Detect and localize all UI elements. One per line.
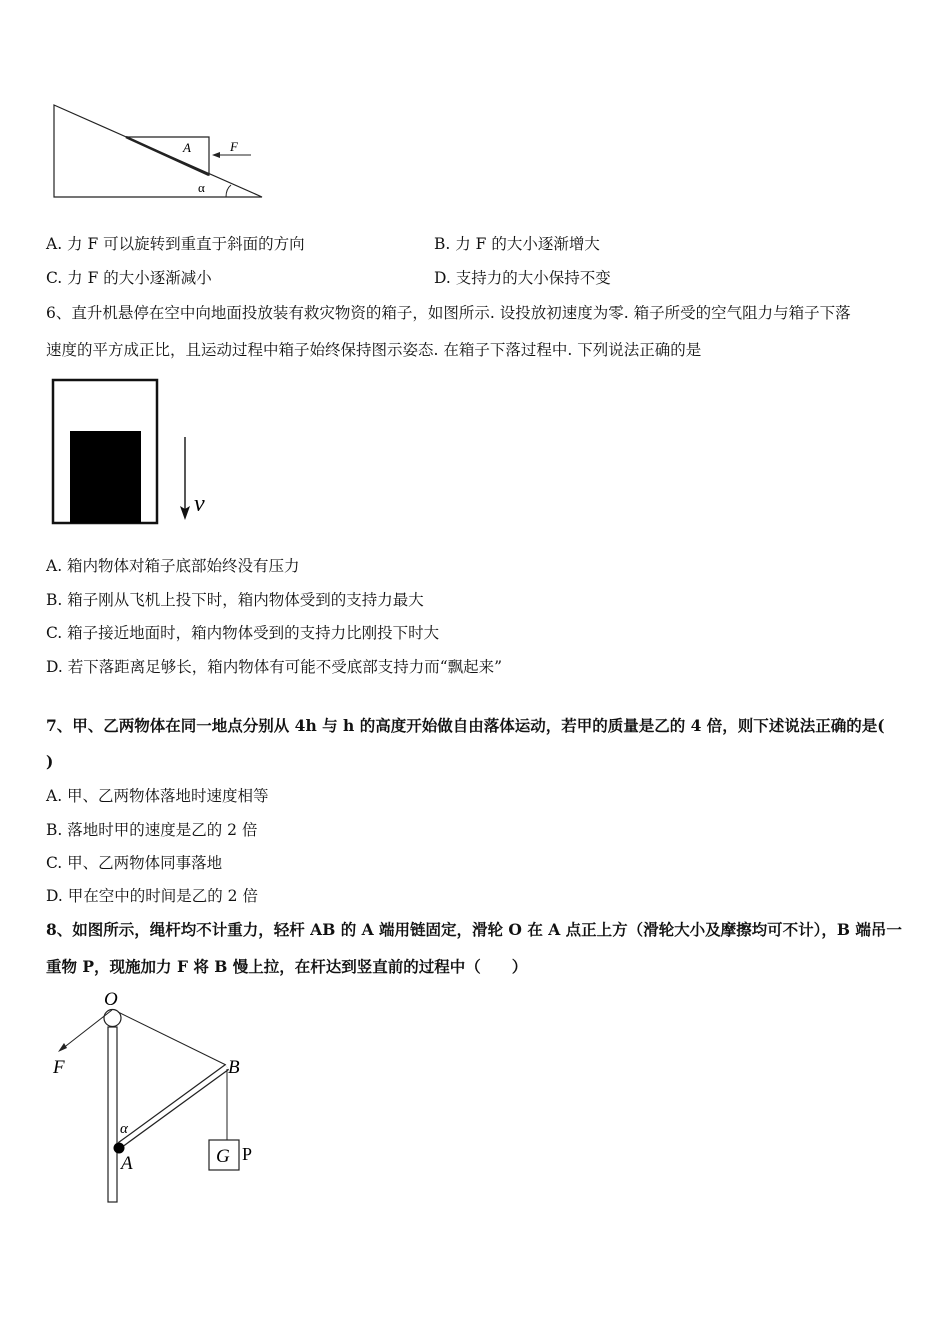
rope-f bbox=[62, 1010, 112, 1049]
q7-option-c[interactable]: C. 甲、乙两物体同事落地 bbox=[46, 854, 223, 872]
block-a-label: A bbox=[183, 140, 191, 155]
q7-stem-line2: ) bbox=[46, 752, 54, 771]
q6-stem-line1: 6、直升机悬停在空中向地面投放装有救灾物资的箱子，如图所示. 设投放初速度为零. 箱子所受的空气阻力与箱子下落 bbox=[46, 304, 851, 322]
force-f-label: F bbox=[53, 1057, 65, 1078]
q6-option-d[interactable]: D. 若下落距离足够长，箱内物体有可能不受底部支持力而“飘起来” bbox=[46, 658, 503, 676]
pulley-o-label: O bbox=[104, 989, 118, 1010]
box-figure bbox=[48, 375, 228, 530]
weight-g-label: G bbox=[216, 1146, 230, 1167]
box-content bbox=[70, 431, 141, 523]
q5-option-b[interactable]: B. 力 F 的大小逐渐增大 bbox=[434, 235, 600, 253]
q7-stem-line1: 7、甲、乙两物体在同一地点分别从 4h 与 h 的高度开始做自由落体运动，若甲的质量是乙的 4 倍，则下述说法正确的是( bbox=[46, 716, 885, 735]
rod-ab-inner bbox=[120, 1067, 227, 1145]
q5-option-d[interactable]: D. 支持力的大小保持不变 bbox=[434, 269, 611, 287]
q8-stem-line2: 重物 P，现施加力 F 将 B 慢上拉，在杆达到竖直前的过程中（ ） bbox=[46, 957, 528, 976]
force-f-label: F bbox=[230, 139, 238, 154]
q6-option-a[interactable]: A. 箱内物体对箱子底部始终没有压力 bbox=[46, 557, 300, 575]
q7-option-b[interactable]: B. 落地时甲的速度是乙的 2 倍 bbox=[46, 821, 258, 839]
q6-option-b[interactable]: B. 箱子刚从飞机上投下时，箱内物体受到的支持力最大 bbox=[46, 591, 424, 609]
incline-figure bbox=[40, 95, 280, 210]
rope-ob bbox=[118, 1012, 226, 1065]
weight-p-label: P bbox=[242, 1144, 253, 1164]
point-a-label: A bbox=[121, 1153, 133, 1174]
hinge-a bbox=[114, 1143, 125, 1154]
pulley-rod-figure bbox=[40, 985, 280, 1210]
vertical-post bbox=[108, 1027, 117, 1202]
angle-arc bbox=[226, 185, 231, 197]
q7-option-d[interactable]: D. 甲在空中的时间是乙的 2 倍 bbox=[46, 887, 258, 905]
point-b-label: B bbox=[228, 1057, 240, 1078]
q6-option-c[interactable]: C. 箱子接近地面时，箱内物体受到的支持力比刚投下时大 bbox=[46, 624, 440, 642]
q8-stem-line1: 8、如图所示，绳杆均不计重力，轻杆 AB 的 A 端用链固定，滑轮 O 在 A 点正上方（滑轮大小及摩擦均可不计），B 端吊一 bbox=[46, 920, 902, 939]
q5-option-c[interactable]: C. 力 F 的大小逐渐减小 bbox=[46, 269, 212, 287]
angle-alpha-label: α bbox=[120, 1121, 128, 1137]
angle-alpha-label: α bbox=[198, 180, 205, 195]
q5-option-a[interactable]: A. 力 F 可以旋转到重直于斜面的方向 bbox=[46, 235, 305, 253]
q7-option-a[interactable]: A. 甲、乙两物体落地时速度相等 bbox=[46, 787, 269, 805]
q6-stem-line2: 速度的平方成正比，且运动过程中箱子始终保持图示姿态. 在箱子下落过程中. 下列说法正确的是 bbox=[46, 341, 702, 359]
velocity-label: v bbox=[194, 491, 205, 517]
